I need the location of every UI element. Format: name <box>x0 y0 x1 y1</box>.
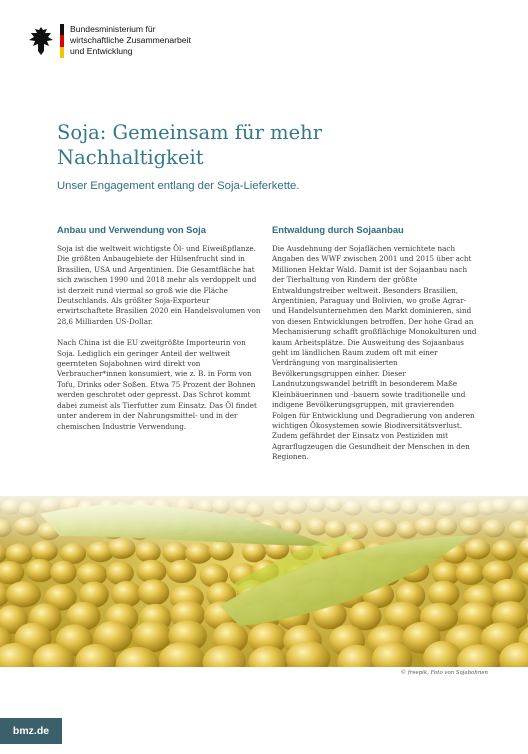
left-column <box>57 224 262 443</box>
right-column <box>272 224 477 474</box>
flag-bar <box>60 24 64 58</box>
left-paragraph-2: Nach China ist die EU zweitgrößte Importeurin von Soja. Lediglich ein geringer Anteil der weltweit geernteten Sojabohnen wird direkt von Verbraucher*innen konsumiert, wie z. B. in Form von Tofu, Drinks oder Soßen. Etwa 75 Prozent der Bohnen werden geschrotet oder gepresst. Das Schrot kommt dabei zumeist als Tierfutter zum Einsatz. Das Öl findet unter anderem in der Nahrungsmittel- und in der chemischen Industrie Verwendung. <box>57 338 257 431</box>
photo-credit: © freepik, Foto von Sojabohnen <box>400 670 488 676</box>
left-paragraph-1: Soja ist die weltweit wichtigste Öl- und Eiweißpflanze. Die größten Anbaugebiete der Hülsenfrucht sind in Brasilien, USA und Argentinien. Die Gesamtfläche hat sich zwischen 1990 und 2018 mehr als verdoppelt und ist derzeit rund viermal so groß wie die Fläche Deutschlands. Als größter Soja-Exporteur erwirtschaftete Brasilien 2020 ein Handelsvolumen von 28,6 Milliarden US-Dollar. <box>57 244 261 326</box>
page-subtitle: Unser Engagement entlang der Soja-Lieferkette. <box>57 180 300 192</box>
right-heading: Entwaldung durch Sojaanbau <box>272 224 404 235</box>
soybean-photo <box>0 496 528 667</box>
page-title: Soja: Gemeinsam für mehr Nachhaltigkeit <box>57 121 323 169</box>
ministry-name: Bundesministerium für wirtschaftliche Zusammenarbeit und Entwicklung <box>70 24 191 56</box>
ministry-header <box>28 24 191 58</box>
federal-eagle-icon <box>28 24 54 58</box>
right-paragraph-1: Die Ausdehnung der Sojaflächen vernichtete nach Angaben des WWF zwischen 2001 und 2015 über acht Millionen Hektar Wald. Damit ist der Sojaanbau nach der Tierhaltung von Rindern der größte Entwaldungstreiber weltweit. Besonders Brasilien, Argentinien, Paraguay und Bolivien, wo große Agrar- und Handelsunternehmen den Markt dominieren, sind von diesen Entwicklungen betroffen. Der hohe Grad an Mechanisierung schafft großflächige Monokulturen und kaum Arbeitsplätze. Die Ausweitung des Sojaanbaus geht im ländlichen Raum zudem oft mit einer Verdrängung von marginalisierten Bevölkerungsgruppen einher. Dieser Landnutzungswandel betrifft in besonderem Maße Kleinbäuerinnen und -bauern sowie traditionelle und indigene Bevölkerungsgruppen, mit gravierenden Folgen für Entwicklung und Degradierung von anderen wichtigen Ökosystemen sowie Biodiversitätsverlust. Zudem gefährdet der Einsatz von Pestiziden mit Agrarflugzeugen die Gesundheit der Menschen in den Regionen. <box>272 244 477 462</box>
left-heading: Anbau und Verwendung von Soja <box>57 224 206 235</box>
bmz-link-badge[interactable]: bmz.de <box>0 718 62 744</box>
